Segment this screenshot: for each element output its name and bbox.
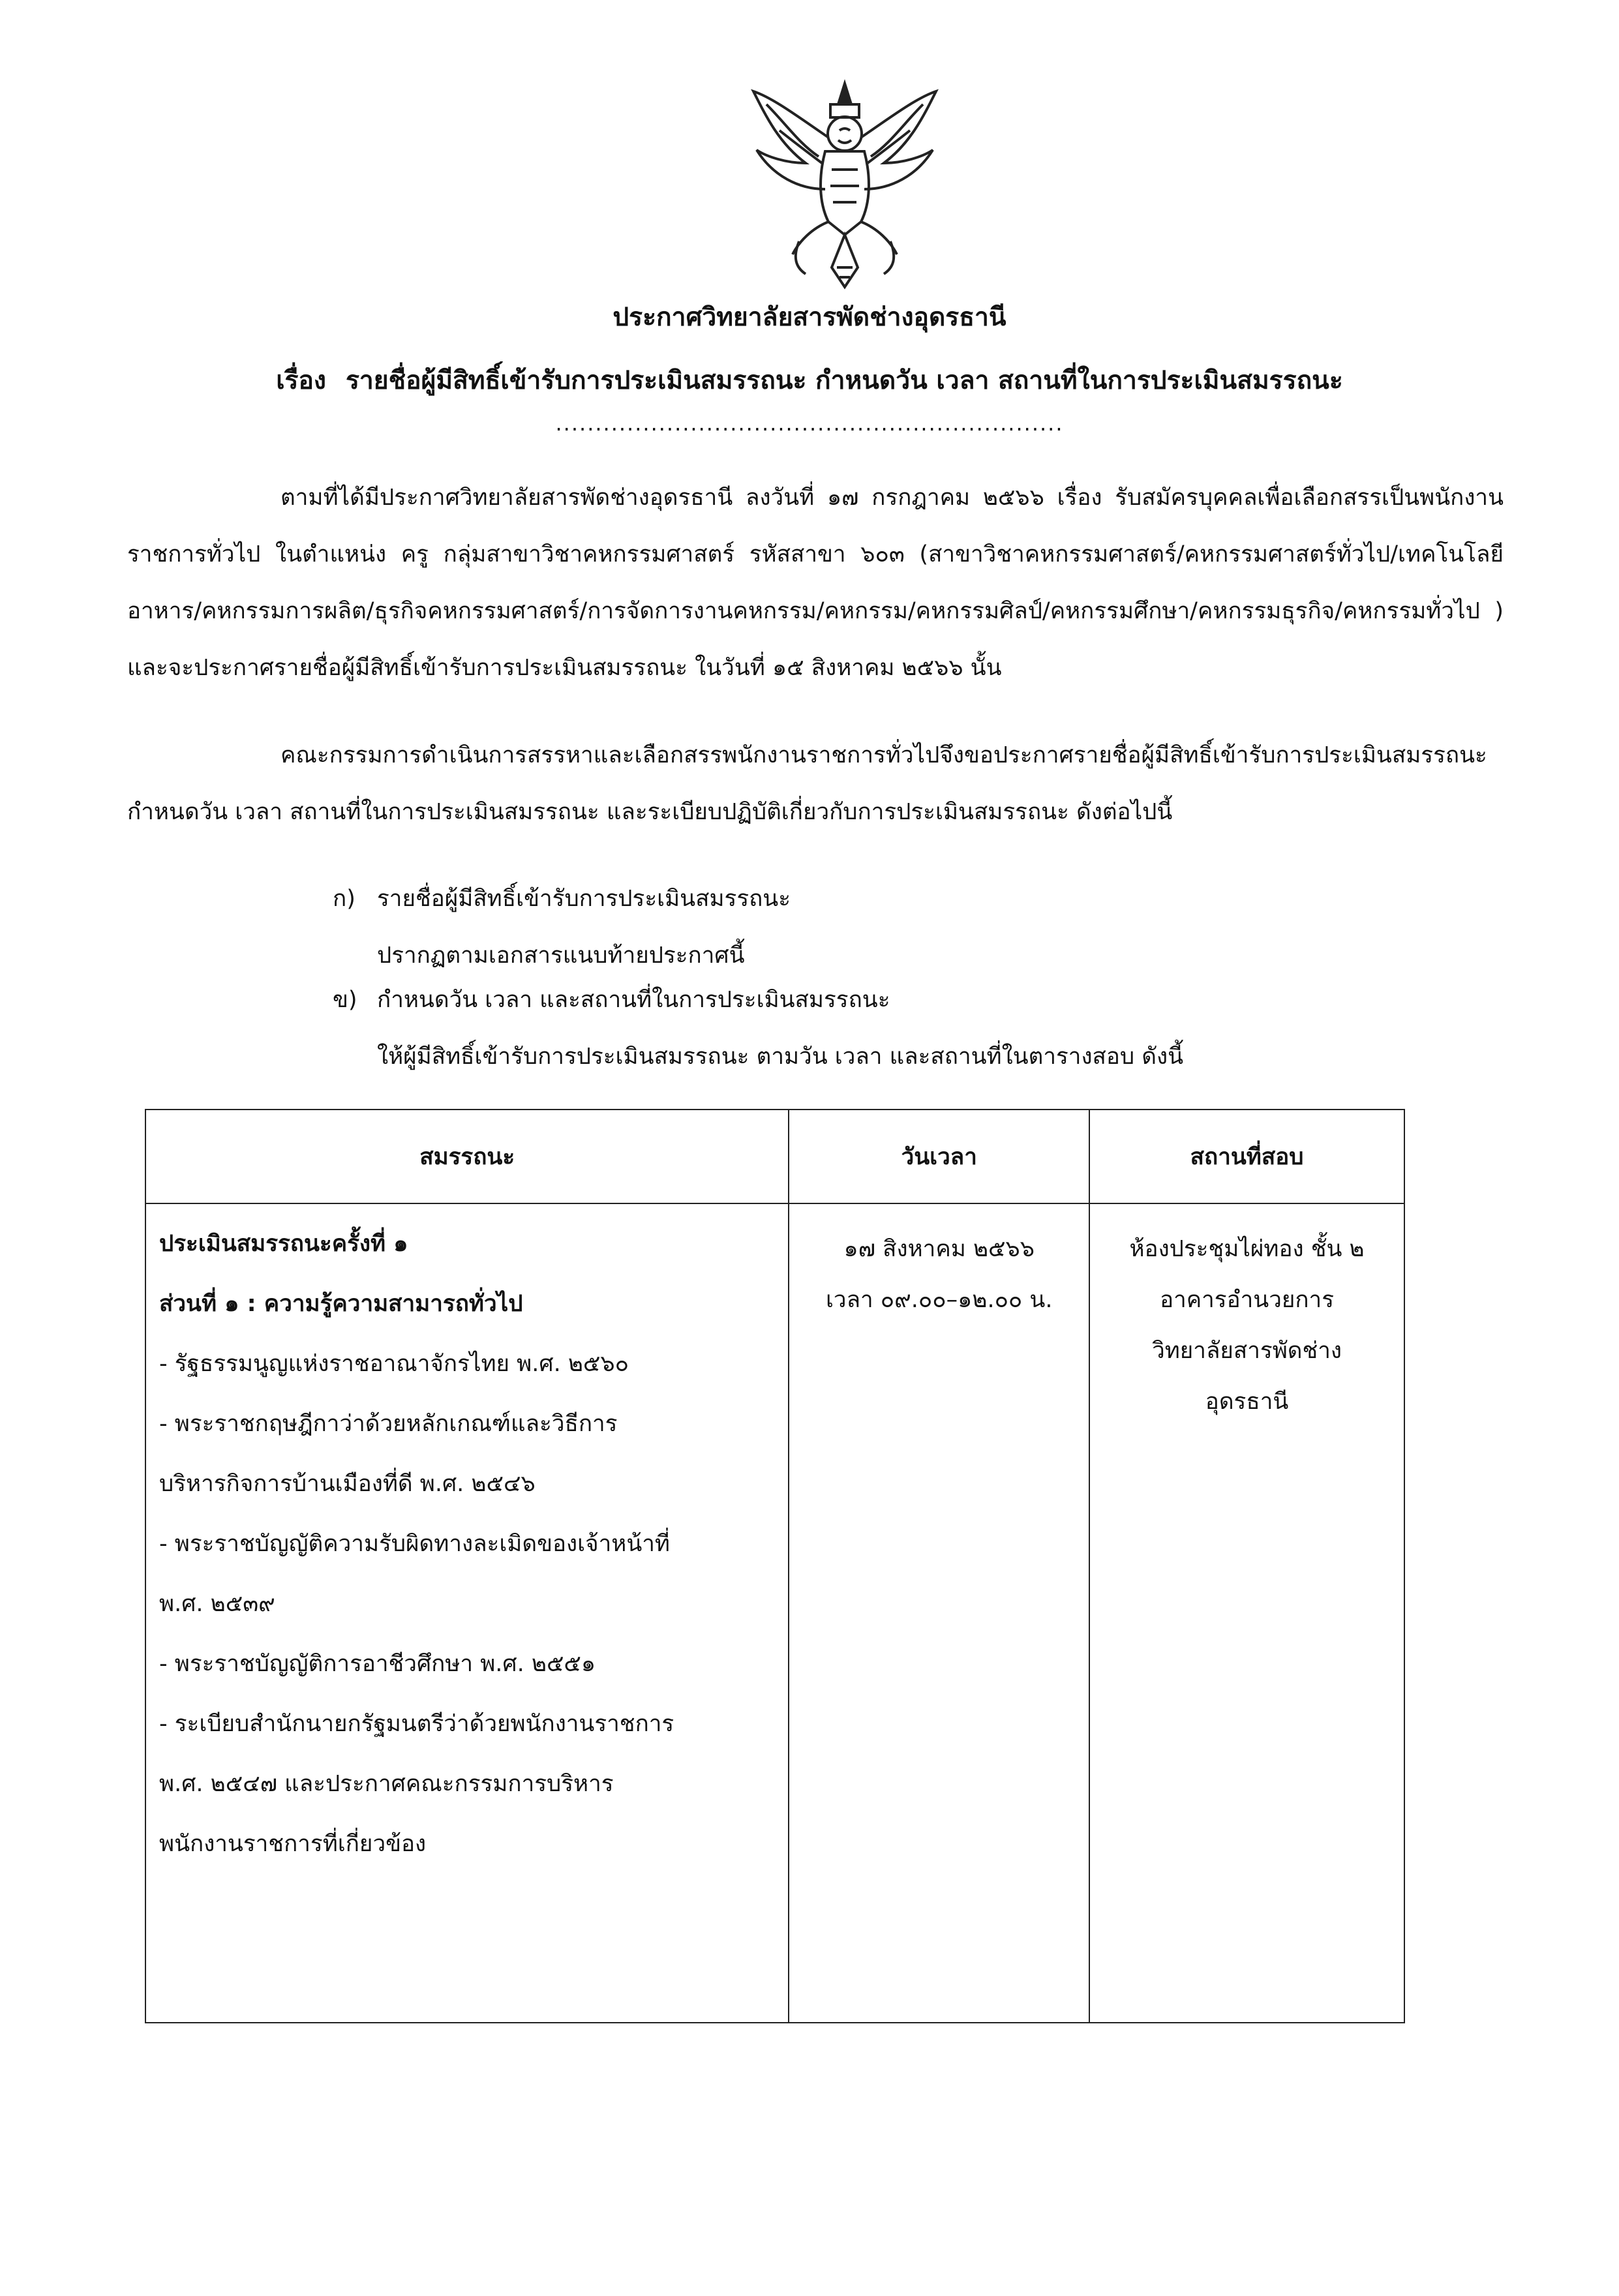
table-header-row: [145, 1110, 1404, 1203]
announcement-title: ประกาศวิทยาลัยสารพัดช่างอุดรธานี: [613, 303, 1006, 332]
venue-line: ห้องประชุมไผ่ทอง ชั้น ๒: [1129, 1236, 1365, 1262]
announcement-subject: [0, 360, 1619, 400]
separator-line: ................................................................: [555, 411, 1064, 436]
competency-cell: [145, 1203, 789, 2023]
topic-line: พนักงานราชการที่เกี่ยวข้อง: [159, 1831, 427, 1857]
table-row: [145, 1203, 1404, 2023]
list-item-text: กำหนดวัน เวลา และสถานที่ในการประเมินสมรรถนะ: [377, 987, 890, 1013]
topic-line: - รัฐธรรมนูญแห่งราชอาณาจักรไทย พ.ศ. ๒๕๖๐: [159, 1351, 629, 1377]
subject-text: รายชื่อผู้มีสิทธิ์เข้ารับการประเมินสมรรถนะ กำหนดวัน เวลา สถานที่ในการประเมินสมรรถนะ: [345, 366, 1343, 395]
list-marker: ข): [333, 987, 357, 1013]
column-header-venue: สถานที่สอบ: [1089, 1110, 1404, 1203]
list-marker: ก): [333, 886, 356, 912]
venue-line: วิทยาลัยสารพัดช่าง: [1152, 1338, 1342, 1364]
topic-line: บริหารกิจการบ้านเมืองที่ดี พ.ศ. ๒๕๔๖: [159, 1471, 536, 1497]
column-header-datetime: วันเวลา: [789, 1110, 1089, 1203]
garuda-emblem-icon: [747, 78, 943, 294]
assessment-round-heading: ประเมินสมรรถนะครั้งที่ ๑: [159, 1231, 408, 1257]
topic-line: พ.ศ. ๒๕๓๙: [159, 1591, 275, 1617]
topic-line: พ.ศ. ๒๕๔๗ และประกาศคณะกรรมการบริหาร: [159, 1771, 614, 1797]
column-header-competency: สมรรถนะ: [145, 1110, 789, 1203]
list-item-text: ปรากฏตามเอกสารแนบท้ายประกาศนี้: [377, 943, 745, 969]
venue-line: อาคารอำนวยการ: [1160, 1287, 1335, 1313]
list-item-text: รายชื่อผู้มีสิทธิ์เข้ารับการประเมินสมรรถนะ: [377, 886, 791, 912]
topic-line: - พระราชบัญญัติความรับผิดทางละเมิดของเจ้าหน้าที่: [159, 1531, 670, 1557]
schedule-table: [145, 1109, 1405, 2023]
exam-date: ๑๗ สิงหาคม ๒๕๖๖: [843, 1236, 1035, 1262]
datetime-cell: [789, 1203, 1089, 2023]
paragraph-2: คณะกรรมการดำเนินการสรรหาและเลือกสรรพนักงานราชการทั่วไปจึงขอประกาศรายชื่อผู้มีสิทธิ์เข้ารับการประเมินสมรรถนะ กำหนดวัน เวลา สถานที่ในการประเมินสมรรถนะ และระเบียบปฏิบัติเกี่ยวกับการประเมินสมรรถนะ ดังต่อไปนี้: [127, 742, 1487, 825]
venue-cell: [1089, 1203, 1404, 2023]
exam-time: เวลา ๐๙.๐๐–๑๒.๐๐ น.: [825, 1287, 1053, 1313]
assessment-part-heading: ส่วนที่ ๑ : ความรู้ความสามารถทั่วไป: [159, 1291, 523, 1317]
list-item-text: ให้ผู้มีสิทธิ์เข้ารับการประเมินสมรรถนะ ตามวัน เวลา และสถานที่ในตารางสอบ ดังนี้: [377, 1044, 1184, 1070]
topic-line: - พระราชกฤษฎีกาว่าด้วยหลักเกณฑ์และวิธีการ: [159, 1411, 618, 1437]
topic-line: - พระราชบัญญัติการอาชีวศึกษา พ.ศ. ๒๕๕๑: [159, 1651, 596, 1677]
paragraph-1: ตามที่ได้มีประกาศวิทยาลัยสารพัดช่างอุดรธานี ลงวันที่ ๑๗ กรกฎาคม ๒๕๖๖ เรื่อง รับสมัครบุคคลเพื่อเลือกสรรเป็นพนักงานราชการทั่วไป ในตำแหน่ง ครู กลุ่มสาขาวิชาคหกรรมศาสตร์ รหัสสาขา ๖๐๓ (สาขาวิชาคหกรรมศาสตร์/คหกรรมศาสตร์ทั่วไป/เทคโนโลยีอาหาร/คหกรรมการผลิต/ธุรกิจคหกรรมศาสตร์/การจัดการงานคหกรรม/คหกรรม/คหกรรมศิลป์/คหกรรมศึกษา/คหกรรมธุรกิจ/คหกรรมทั่วไป ) และจะประกาศรายชื่อผู้มีสิทธิ์เข้ารับการประเมินสมรรถนะ ในวันที่ ๑๕ สิงหาคม ๒๕๖๖ นั้น: [127, 485, 1504, 681]
list-item: [333, 972, 1507, 1085]
subject-label: เรื่อง: [276, 366, 326, 395]
venue-line: อุดรธานี: [1205, 1389, 1289, 1415]
topic-line: - ระเบียบสำนักนายกรัฐมนตรีว่าด้วยพนักงานราชการ: [159, 1711, 674, 1737]
list-item: [333, 871, 1507, 984]
